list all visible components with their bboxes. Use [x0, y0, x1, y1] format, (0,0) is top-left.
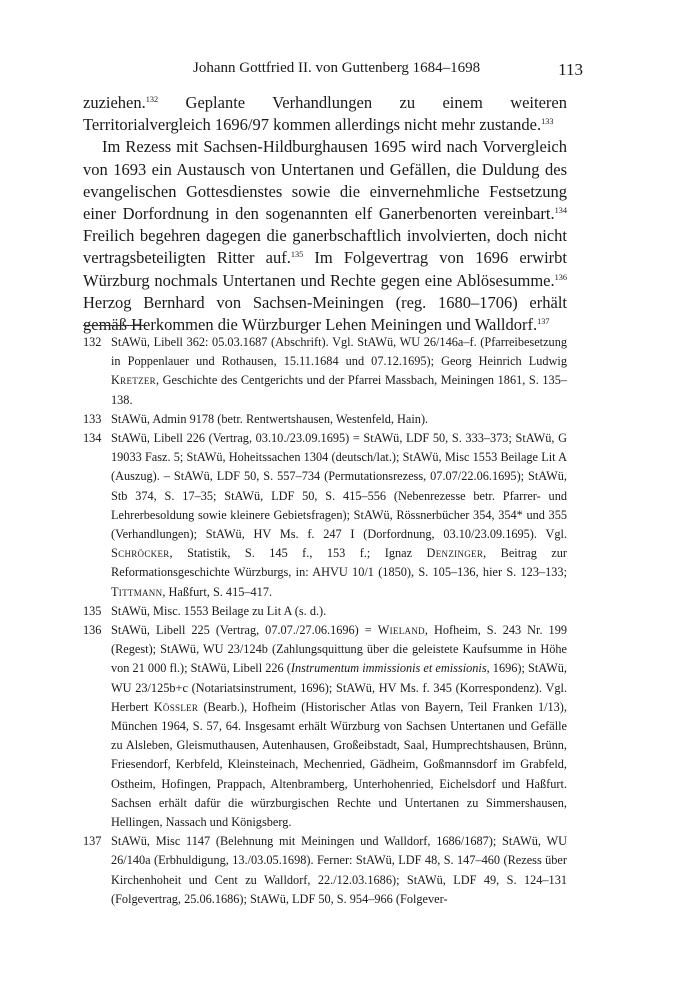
- footnote-text: [111, 333, 567, 410]
- footnote-number: 137: [83, 834, 102, 849]
- footnote-134: [83, 429, 567, 602]
- text-run: , Haßfurt, S. 415–417.: [162, 584, 273, 599]
- footnote-text: [111, 602, 567, 621]
- footnote-ref-133: 133: [541, 117, 554, 127]
- text-run: StAWü, Libell 362: 05.03.1687 (Abschrift). Vgl. StAWü, WU 26/146a–f. (Pfarreibesetzung in Poppenlauer und Rothausen, 15.11.1684 und 07.12.1695); Georg Heinrich Ludwig: [111, 335, 567, 369]
- author-name: Schröcker: [111, 546, 170, 561]
- footnote-separator: [83, 325, 147, 326]
- text-run: StAWü, Libell 225 (Vertrag, 07.07./27.06.1696) =: [111, 623, 378, 638]
- footnote-ref-136: 136: [554, 272, 567, 282]
- footnote-text: [111, 832, 567, 909]
- footnote-text: [111, 429, 567, 602]
- footnote-ref-137: 137: [537, 316, 550, 326]
- author-name: Kössler: [153, 699, 199, 714]
- footnote-text: [111, 621, 567, 832]
- footnote-136: [83, 621, 567, 832]
- footnote-number: 132: [83, 335, 102, 349]
- running-header: [83, 60, 583, 82]
- paragraph-2: [83, 136, 567, 336]
- text-run: , Hofheim, S. 243 Nr. 199 (Regest); StAWü, WU 23/124b (Zahlungsquittung über die geleistete Kaufsumme in Höhe von 21 000 fl.); StAWü, Libell 226 (: [111, 623, 567, 676]
- author-name: Denzinger: [426, 546, 484, 561]
- page-number: 113: [558, 60, 583, 79]
- footnotes: [83, 333, 567, 909]
- text-run: Im Folgevertrag von 1696 erwirbt Würzburg nochmals Untertanen und Rechte gegen eine Ablösesumme.: [83, 248, 568, 290]
- footnote-number: 133: [83, 411, 102, 426]
- author-name: Kretzer: [111, 373, 156, 388]
- footnote-number: 135: [83, 603, 102, 618]
- paragraph-1: [83, 92, 567, 136]
- footnote-number: 136: [83, 623, 102, 638]
- main-text: [83, 92, 567, 336]
- text-run: StAWü, Misc 1147 (Belehnung mit Meiningen und Walldorf, 1686/1687); StAWü, WU 26/140a (Erbhuldigung, 13./03.05.1698). Ferner: StAWü, LDF 48, S. 147–460 (Rezess über Kirchenhoheit und Cent zu Walldorf, 22./12.03.1686); StAWü, LDF 49, S. 124–131 (Folgevertrag, 25.06.1686); StAWü, LDF 50, S. 954–966 (Folgever-: [111, 834, 567, 906]
- footnote-ref-134: 134: [554, 205, 567, 215]
- running-title: Johann Gottfried II. von Guttenberg 1684–1698: [193, 60, 481, 76]
- text-run: , Beitrag zur Reformationsgeschichte Würzburgs, in: AHVU 10/1 (1850), S. 105–136, hier S. 123–133;: [111, 546, 567, 580]
- footnote-text: [111, 410, 567, 429]
- text-run: StAWü, Libell 226 (Vertrag, 03.10./23.09.1695) = StAWü, LDF 50, S. 333–373; StAWü, G 19033 Fasz. 5; StAWü, Hoheitssachen 1304 (deutsch/lat.); StAWü, Misc 1553 Beilage Lit A (Auszug). – StAWü, LDF 50, S. 557–734 (Permutationsrezess, 07.07/22.06.1695); StAWü, Stb 374, S. 17–35; StAWü, LDF 50, S. 415–556 (Nebenrezesse betr. Pfarrer- und Lehrerbesoldung sowie kleinere Gebietsfragen); StAWü, Rössnerbücher 354, 354* und 355 (Verhandlungen); StAWü, HV Ms. f. 247 I (Dorfordnung, 03.10/23.09.1695). Vgl.: [111, 431, 567, 542]
- footnote-133: [83, 410, 567, 429]
- text-run: StAWü, Misc. 1553 Beilage zu Lit A (s. d.).: [111, 603, 327, 618]
- author-name: Tittmann: [111, 584, 163, 599]
- footnote-132: [83, 333, 567, 410]
- latin-title: Instrumentum immissionis et emissionis: [290, 661, 487, 676]
- footnote-137: [83, 832, 567, 909]
- text-run: , 1696); StAWü, WU 23/125b+c (Notariatsinstrument, 1696); StAWü, HV Ms. f. 345 (Korrespondenz). Vgl. Herbert: [111, 661, 567, 714]
- text-run: (Bearb.), Hofheim (Historischer Atlas von Bayern, Teil Franken 1/13), München 1964, S. 57, 64. Insgesamt erhält Würzburg von Sachsen Untertanen und Gefälle zu Alsleben, Gleismuthausen, Autenhausen, Großeibstadt, Saal, Humprechtshausen, Brünn, Friesendorf, Kerbfeld, Kleinsteinach, Mechenried, Gädheim, Goßmannsdorf im Grabfeld, Ostheim, Hofingen, Prappach, Altenbramberg, Unterhohenried, Eichelsdorf und Haßfurt. Sachsen erhält dafür die würzburgischen Rechte und Untertanen zu Simmershausen, Hellingen, Nassach und Königsberg.: [111, 699, 567, 830]
- author-name: Wieland: [377, 623, 425, 638]
- text-run: Herzog Bernhard von Sachsen-Meiningen (reg. 1680–1706) erhält gemäß Herkommen die Würzburger Lehen Meiningen und Walldorf.: [83, 292, 567, 335]
- footnote-number: 134: [83, 431, 102, 446]
- text-run: , Geschichte des Centgerichts und der Pfarrei Massbach, Meiningen 1861, S. 135–138.: [111, 373, 567, 407]
- text-run: Im Rezess mit Sachsen-Hildburghausen 1695 wird nach Vorvergleich von 1693 ein Austausch von Untertanen und Gefällen, die Duldung des evangelischen Gottesdienstes sowie die einvernehmliche Festsetzung einer Dorfordnung in den sogenannten elf Ganerbenorten vereinbart.: [83, 137, 567, 224]
- text-run: Geplante Verhandlungen zu einem weiteren Territorialvergleich 1696/97 kommen allerdings nicht mehr zustande.: [83, 93, 567, 135]
- footnote-135: [83, 602, 567, 621]
- text-run: zuziehen.: [83, 93, 146, 112]
- footnote-ref-132: 132: [145, 94, 159, 104]
- footnote-ref-135: 135: [290, 250, 304, 260]
- text-run: Freilich begehren dagegen die ganerbschaftlich involvierten, doch nicht vertragsbeteiligten Ritter auf.: [83, 226, 567, 268]
- text-run: StAWü, Admin 9178 (betr. Rentwertshausen, Westenfeld, Hain).: [111, 411, 429, 426]
- text-run: , Statistik, S. 145 f., 153 f.; Ignaz: [169, 546, 427, 561]
